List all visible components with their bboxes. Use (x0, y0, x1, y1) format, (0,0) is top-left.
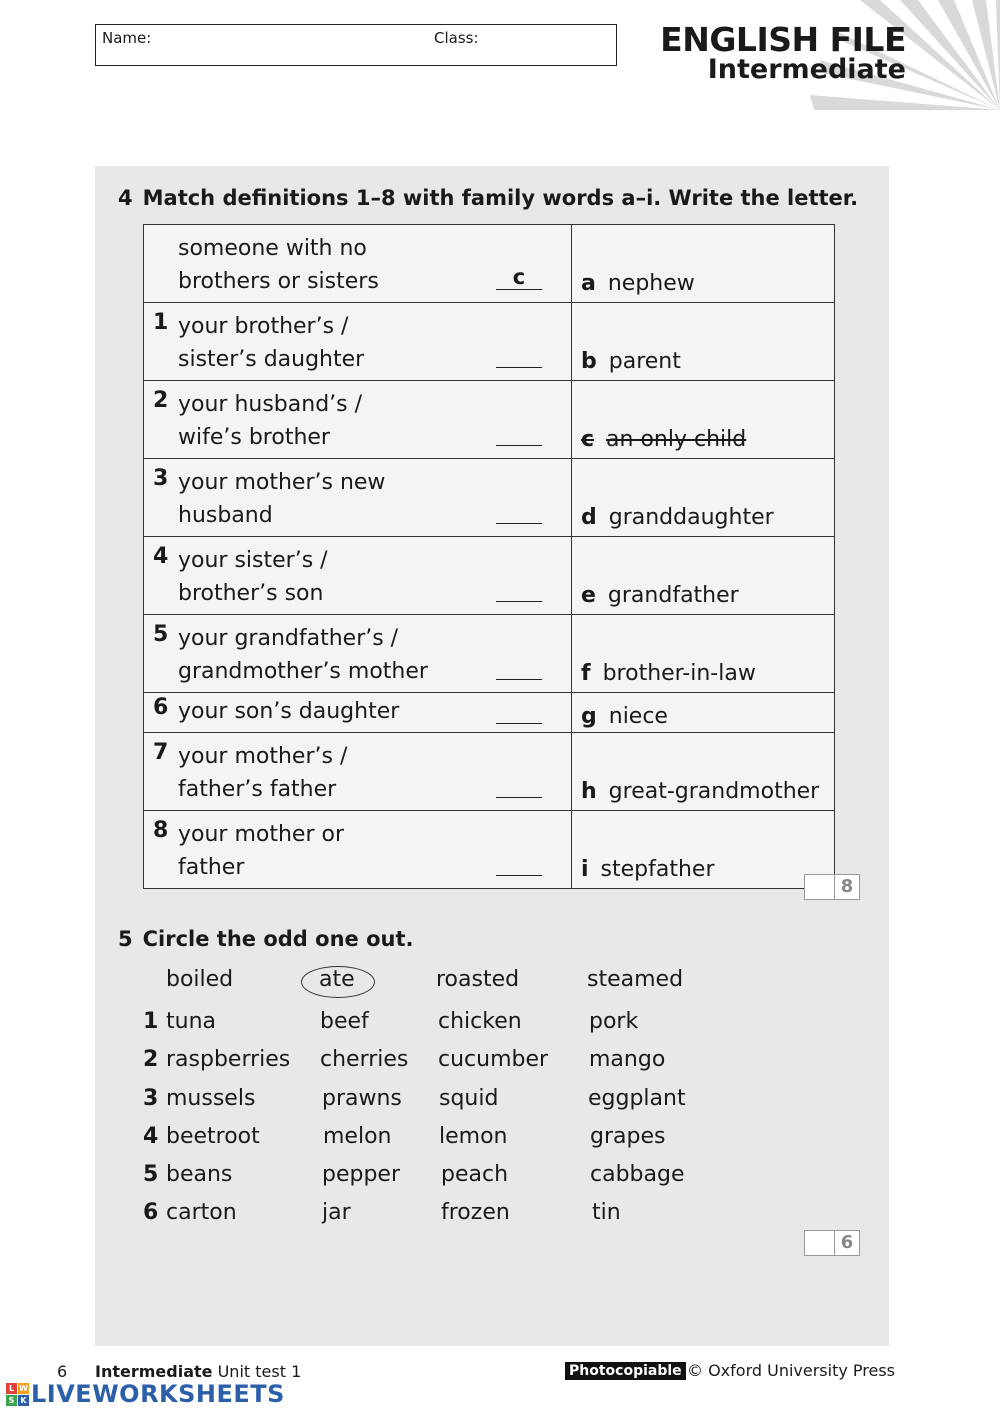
option-text: brother-in-law (602, 661, 756, 686)
answer-blank[interactable] (496, 423, 542, 446)
definition-line-2: father (178, 855, 245, 880)
table-row (144, 303, 835, 381)
odd-word-option[interactable]: eggplant (588, 1086, 686, 1111)
footer-level-name: Intermediate (95, 1362, 213, 1381)
exercise4-score-box (804, 874, 860, 900)
odd-word-option[interactable]: pork (589, 1009, 639, 1034)
odd-row-number: 1 (143, 1009, 159, 1034)
odd-word-option[interactable]: cherries (320, 1047, 409, 1072)
definition-line-2: grandmother’s mother (178, 659, 428, 684)
table-row (144, 459, 835, 537)
option-text: granddaughter (608, 505, 774, 530)
table-row (144, 225, 835, 303)
brand-title: ENGLISH FILE (660, 20, 906, 59)
option-text: parent (608, 349, 681, 374)
odd-word-option[interactable]: prawns (322, 1086, 402, 1111)
exercise5-number: 5 (118, 927, 133, 951)
example-word: steamed (587, 967, 684, 992)
option-text: niece (608, 704, 668, 729)
option-letter: i (581, 857, 589, 882)
definition-line-2: wife’s brother (178, 425, 330, 450)
option-cell (572, 733, 835, 811)
definition-line-1: your sister’s / (178, 548, 328, 573)
footer-unit: Unit test 1 (217, 1362, 302, 1381)
option-cell (572, 381, 835, 459)
table-row (144, 537, 835, 615)
name-label: Name: (102, 29, 152, 47)
odd-row-number: 5 (143, 1162, 159, 1187)
score-input-area[interactable] (805, 1231, 835, 1255)
odd-word-option[interactable]: jar (322, 1200, 351, 1225)
option-cell (572, 615, 835, 693)
page-number: 6 (57, 1362, 68, 1381)
answer-blank[interactable] (496, 345, 542, 368)
option-cell (572, 459, 835, 537)
example-answer-circle (301, 966, 375, 998)
definition-cell (144, 459, 572, 537)
option-letter: f (581, 661, 591, 686)
exercise4-number: 4 (118, 186, 133, 210)
odd-word-option[interactable]: cabbage (590, 1162, 685, 1187)
score-input-area[interactable] (805, 875, 835, 899)
exercise4-instruction: Match definitions 1–8 with family words a–i. Write the letter. (142, 186, 859, 210)
option-cell (572, 693, 835, 733)
definition-number: 4 (153, 544, 169, 569)
option-text: nephew (607, 271, 695, 296)
exercise5-instruction: Circle the odd one out. (142, 927, 414, 951)
option-cell (572, 225, 835, 303)
definition-line-2: brothers or sisters (178, 269, 379, 294)
odd-word-option[interactable]: peach (441, 1162, 509, 1187)
option-text: stepfather (600, 857, 715, 882)
definition-cell (144, 693, 572, 733)
definition-line-1: your mother or (178, 822, 344, 847)
example-word: boiled (166, 967, 234, 992)
name-class-box (95, 24, 617, 66)
odd-word-option[interactable]: mussels (166, 1086, 256, 1111)
table-row (144, 811, 835, 889)
option-letter: c (581, 427, 595, 452)
odd-word-option[interactable]: cucumber (438, 1047, 549, 1072)
definition-number: 1 (153, 310, 169, 335)
definition-cell (144, 303, 572, 381)
odd-word-option[interactable]: melon (323, 1124, 392, 1149)
definition-line-1: someone with no (178, 236, 367, 261)
odd-word-option[interactable]: tin (592, 1200, 621, 1225)
definition-cell (144, 615, 572, 693)
exercise5-heading (118, 927, 413, 951)
answer-blank[interactable] (496, 657, 542, 680)
option-letter: h (581, 779, 597, 804)
definition-line-2: sister’s daughter (178, 347, 365, 372)
odd-word-option[interactable]: beans (166, 1162, 233, 1187)
odd-word-option[interactable]: beef (320, 1009, 369, 1034)
definition-cell (144, 811, 572, 889)
class-label: Class: (434, 29, 479, 47)
example-word: roasted (436, 967, 520, 992)
odd-word-option[interactable]: carton (166, 1200, 237, 1225)
answer-blank: c (496, 267, 542, 290)
definition-number: 7 (153, 740, 169, 765)
odd-word-option[interactable]: mango (589, 1047, 666, 1072)
definition-line-1: your mother’s new (178, 470, 386, 495)
odd-word-option[interactable]: grapes (590, 1124, 666, 1149)
odd-word-option[interactable]: frozen (441, 1200, 510, 1225)
definition-number (153, 232, 178, 298)
answer-blank[interactable] (496, 775, 542, 798)
answer-blank[interactable] (496, 501, 542, 524)
definition-number: 8 (153, 818, 169, 843)
definition-line-1: your brother’s / (178, 314, 349, 339)
odd-word-option[interactable]: pepper (322, 1162, 401, 1187)
definition-line-2: brother’s son (178, 581, 324, 606)
odd-word-option[interactable]: squid (439, 1086, 499, 1111)
odd-row-number: 4 (143, 1124, 159, 1149)
table-row (144, 615, 835, 693)
table-row (144, 381, 835, 459)
option-letter: d (581, 505, 597, 530)
definition-line-1: your mother’s / (178, 744, 348, 769)
table-row (144, 693, 835, 733)
odd-row-number: 3 (143, 1086, 159, 1111)
exercise4-score-total: 8 (840, 876, 854, 897)
example-circled-word: ate (319, 967, 355, 992)
definition-line-1: your grandfather’s / (178, 626, 399, 651)
photocopiable-badge: Photocopiable (565, 1362, 686, 1380)
liveworksheets-logo-icon: L W S K (6, 1383, 29, 1406)
odd-row-number: 6 (143, 1200, 159, 1225)
definition-cell (144, 733, 572, 811)
definition-cell (144, 225, 572, 303)
exercise4-heading (118, 186, 858, 210)
odd-row-number: 2 (143, 1047, 159, 1072)
definition-line-1: your husband’s / (178, 392, 363, 417)
answer-blank[interactable] (496, 701, 542, 724)
answer-blank[interactable] (496, 853, 542, 876)
option-letter: g (581, 704, 597, 729)
option-letter: a (581, 271, 596, 296)
matching-table (143, 224, 835, 889)
liveworksheets-wordmark: LIVEWORKSHEETS (31, 1380, 285, 1408)
liveworksheets-logo (6, 1380, 285, 1408)
option-text: great-grandmother (608, 779, 820, 804)
option-cell (572, 537, 835, 615)
definition-line-1: your son’s daughter (178, 699, 400, 724)
odd-word-option[interactable]: lemon (439, 1124, 508, 1149)
definition-number: 6 (153, 695, 169, 720)
copyright-text: © Oxford University Press (687, 1361, 896, 1380)
definition-line-2: father’s father (178, 777, 337, 802)
exercise5-score-total: 6 (840, 1232, 854, 1253)
odd-word-option[interactable]: chicken (438, 1009, 522, 1034)
exercise5-score-box (804, 1230, 860, 1256)
definition-number: 2 (153, 388, 169, 413)
option-text: an only child (606, 427, 747, 452)
definition-number: 5 (153, 622, 169, 647)
definition-number: 3 (153, 466, 169, 491)
odd-word-option[interactable]: raspberries (166, 1047, 291, 1072)
table-row (144, 733, 835, 811)
option-letter: e (581, 583, 596, 608)
option-cell (572, 303, 835, 381)
definition-cell (144, 537, 572, 615)
odd-word-option[interactable]: beetroot (166, 1124, 260, 1149)
definition-line-2: husband (178, 503, 273, 528)
brand-subtitle: Intermediate (707, 54, 906, 85)
option-letter: b (581, 349, 597, 374)
definition-cell (144, 381, 572, 459)
answer-blank[interactable] (496, 579, 542, 602)
odd-word-option[interactable]: tuna (166, 1009, 216, 1034)
footer-level (95, 1362, 301, 1381)
option-text: grandfather (607, 583, 739, 608)
option-cell (572, 811, 835, 889)
